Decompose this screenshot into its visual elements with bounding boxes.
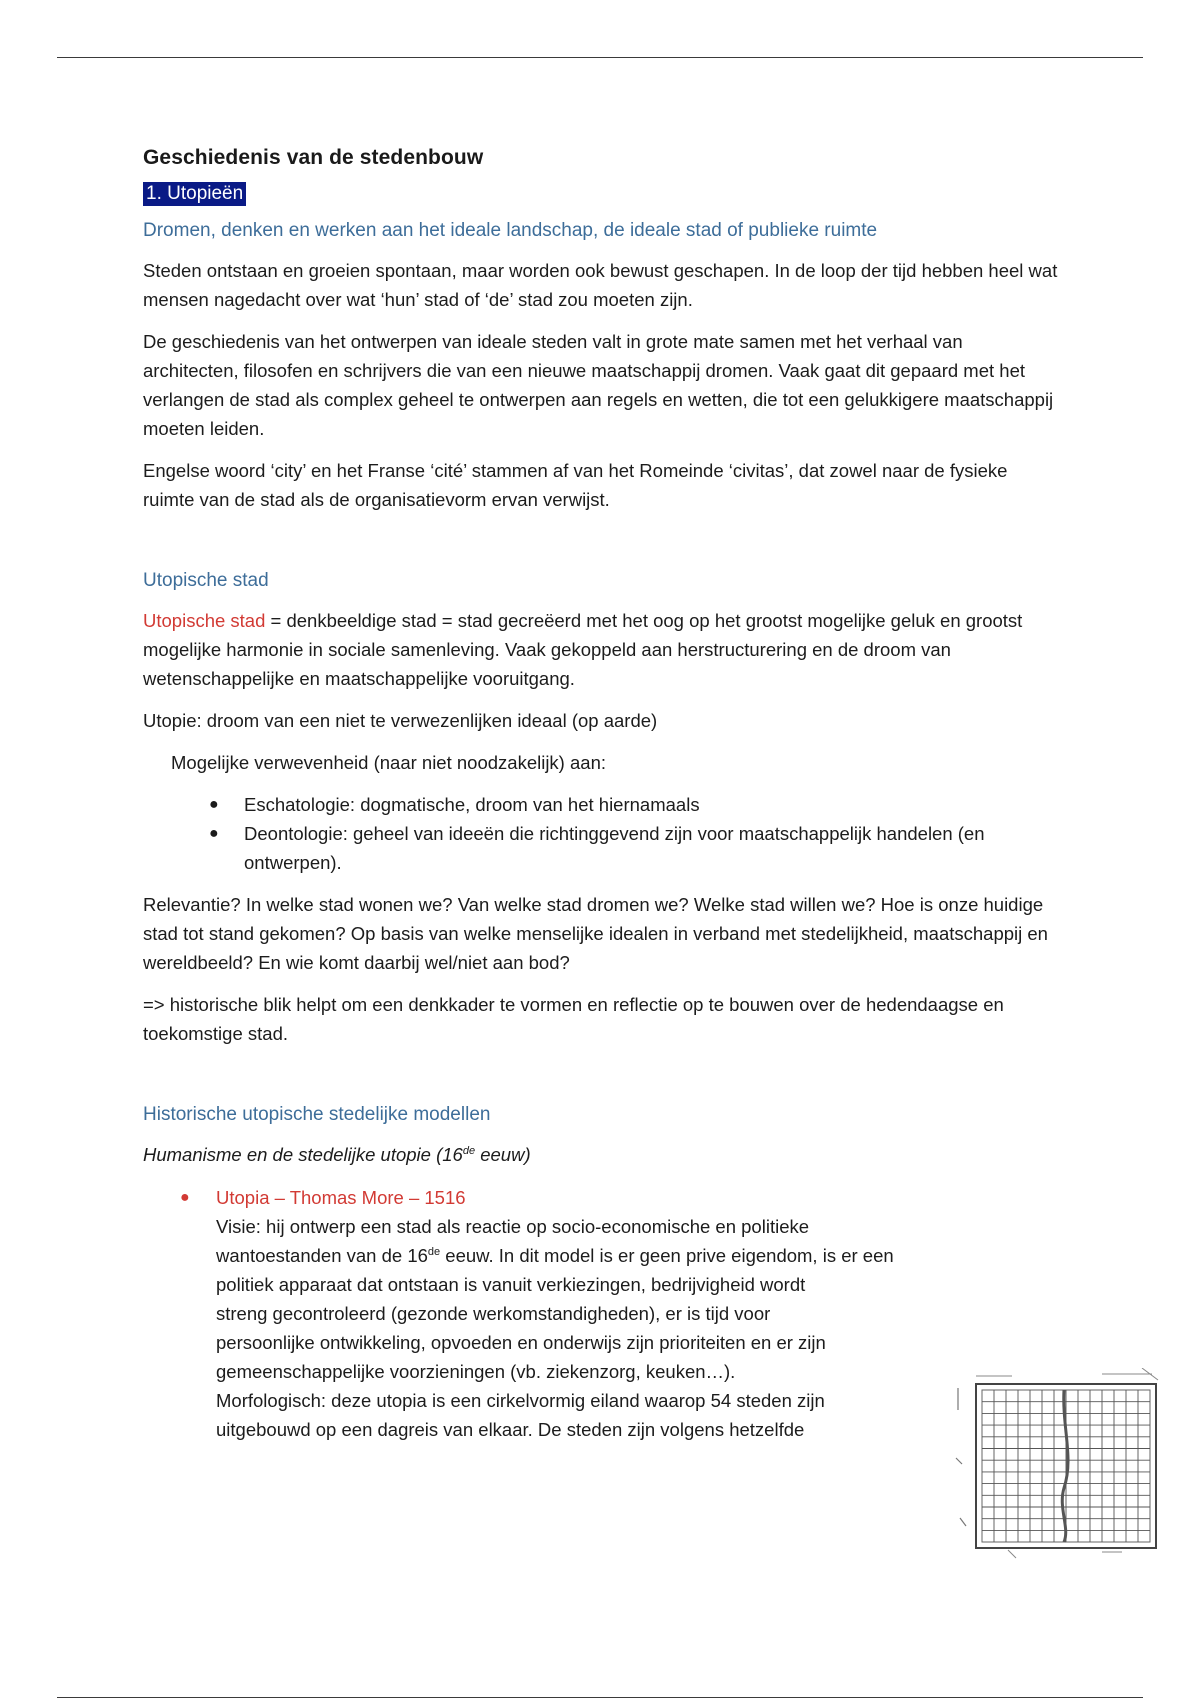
intro-paragraph-3: Engelse woord ‘city’ en het Franse ‘cité’ stammen af van het Romeinde ‘civitas’, dat zowel naar de fysieke ruimte van de stad als de organisatievorm ervan verwijst.	[143, 460, 1008, 510]
model-text-line: gemeenschappelijke voorzieningen (vb. ziekenzorg, keuken…).	[216, 1361, 736, 1382]
footer-rule	[57, 1697, 1143, 1698]
section-heading-utopische-stad: Utopische stad	[143, 570, 269, 591]
list-item: ● Deontologie: geheel van ideeën die richtinggevend zijn voor maatschappelijk handelen (en ontwerpen).	[143, 819, 1063, 877]
definition-paragraph	[143, 606, 1063, 693]
definition-text: = denkbeeldige stad = stad gecreëerd met het oog op het grootst mogelijke geluk en grootst mogelijke harmonie in sociale samenleving. Vaak gekoppeld aan herstructurering en de droom van wetenschappelijke en maatschappelijke vooruitgang.	[143, 610, 1023, 689]
intro-paragraph-2: De geschiedenis van het ontwerpen van ideale steden valt in grote mate samen met het verhaal van architecten, filosofen en schrijvers die van een nieuwe maatschappij dromen. Vaak gaat dit gepaard met het verlangen de stad als complex geheel te ontwerpen aan regels en wetten, die tot een gelukkigere maatschappij moeten leiden.	[143, 331, 1054, 439]
bullet-icon: ●	[209, 825, 219, 842]
model-text-line: Visie: hij ontwerp een stad als reactie op socio-economische en politieke	[216, 1216, 810, 1237]
bullet-icon: ●	[180, 1189, 190, 1206]
model-text-line: politiek apparaat dat ontstaan is vanuit verkiezingen, bedrijvigheid wordt	[216, 1274, 806, 1295]
relevance-paragraph: Relevantie? In welke stad wonen we? Van welke stad dromen we? Welke stad willen we? Hoe is onze huidige stad tot stand gekomen? Op basis van welke menselijke idealen in verband met stedelijkheid, maatschappij en wereldbeeld? En wie komt daarbij wel/niet aan bod?	[143, 894, 1048, 973]
model-title: Utopia – Thomas More – 1516	[216, 1187, 466, 1208]
utopie-paragraph: Utopie: droom van een niet te verwezenlijken ideaal (op aarde)	[143, 710, 658, 731]
section-heading-historisch: Historische utopische stedelijke modellen	[143, 1104, 491, 1125]
chapter-title: 1. Utopieën	[143, 182, 246, 206]
list-item	[143, 1183, 1063, 1444]
model-text-line: wantoestanden van de 16de eeuw. In dit model is er geen prive eigendom, is er een	[216, 1245, 894, 1266]
model-text-line: persoonlijke ontwikkeling, opvoeden en onderwijs zijn prioriteiten en er zijn	[216, 1332, 826, 1353]
model-text-line: uitgebouwd op een dagreis van elkaar. De steden zijn volgens hetzelfde	[216, 1419, 805, 1440]
model-text-line: Morfologisch: deze utopia is een cirkelvormig eiland waarop 54 steden zijn	[216, 1390, 825, 1411]
bullet-icon: ●	[209, 796, 219, 813]
model-text-line: streng gecontroleerd (gezonde werkomstandigheden), er is tijd voor	[216, 1303, 771, 1324]
document-title: Geschiedenis van de stedenbouw	[143, 146, 484, 169]
model-list	[143, 1183, 1063, 1444]
conclusion-paragraph: => historische blik helpt om een denkkader te vormen en reflectie op te bouwen over de hedendaagse en toekomstige stad.	[143, 994, 1004, 1044]
chapter-subtitle: Dromen, denken en werken aan het ideale landschap, de ideale stad of publieke ruimte	[143, 220, 878, 241]
concept-list	[143, 790, 1063, 877]
list-item: ● Eschatologie: dogmatische, droom van het hiernamaals	[143, 790, 1063, 819]
document-page	[143, 140, 1063, 1457]
list-intro: Mogelijke verwevenheid (naar niet noodzakelijk) aan:	[171, 752, 606, 773]
intro-paragraph-1: Steden ontstaan en groeien spontaan, maar worden ook bewust geschapen. In de loop der tijd hebben heel wat mensen nagedacht over wat ‘hun’ stad of ‘de’ stad zou moeten zijn.	[143, 260, 1058, 310]
subsection-heading: Humanisme en de stedelijke utopie (16de eeuw)	[143, 1144, 531, 1165]
header-rule	[57, 57, 1143, 58]
utopia-city-plan-image	[952, 1368, 1166, 1560]
definition-term: Utopische stad	[143, 610, 266, 631]
